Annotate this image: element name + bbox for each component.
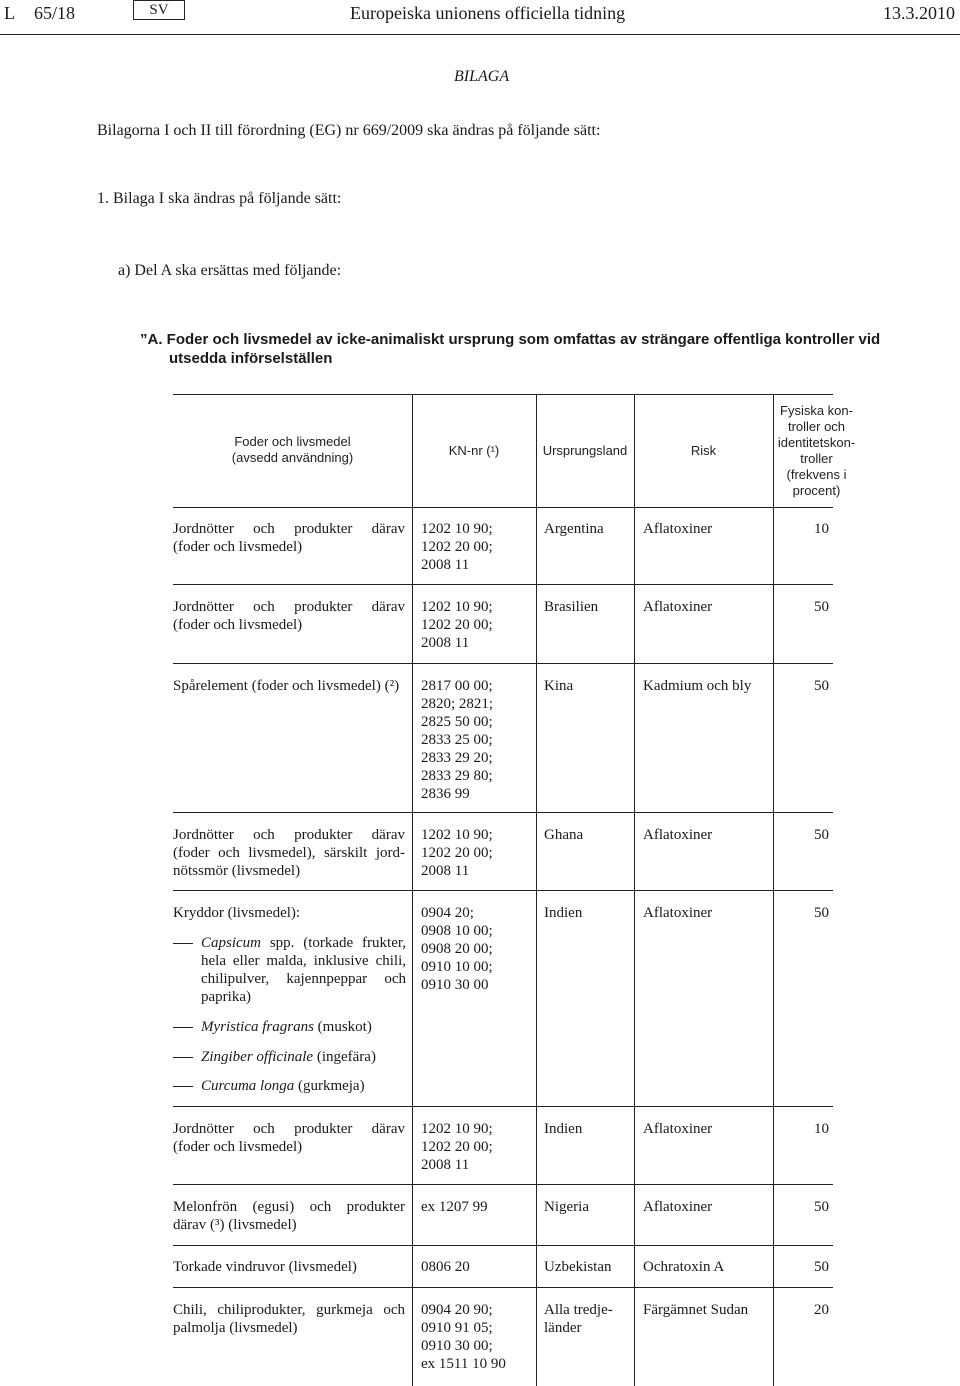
product-line: Jordnötter och produkter därav <box>173 827 405 843</box>
frequency-cell: 10 <box>814 521 829 537</box>
product-line: Melonfrön (egusi) och produkter <box>173 1199 405 1215</box>
row-rule <box>173 812 833 813</box>
risk-cell: Aflatoxiner <box>643 1121 713 1137</box>
spice-item <box>173 1077 405 1097</box>
country-cell: Kina <box>544 678 574 694</box>
spice-item <box>173 934 405 1014</box>
spice-item <box>173 1018 405 1038</box>
risk-cell: Aflatoxiner <box>643 1199 713 1215</box>
product-line: Jordnötter och produkter därav <box>173 521 405 537</box>
section-title-line1: ”A. Foder och livsmedel av icke-animaliskt ursprung som omfattas av strängare offentliga kontroller vid <box>140 331 881 348</box>
product-line: Spårelement (foder och livsmedel) (²) <box>173 678 400 694</box>
kn-cell <box>421 1258 531 1276</box>
kn-cell <box>421 1120 531 1174</box>
kn-cell <box>421 1198 531 1216</box>
product-cell <box>173 1120 405 1156</box>
row-rule <box>173 584 833 585</box>
spice-desc: chilipulver, kajennpeppar och <box>201 971 406 987</box>
spice-item-text <box>201 1048 406 1066</box>
product-cell <box>173 677 405 695</box>
frequency-cell: 50 <box>814 1259 829 1275</box>
kn-code: ex 1511 10 90 <box>421 1356 506 1372</box>
kn-code: 2825 50 00; <box>421 714 493 730</box>
publication-date: 13.3.2010 <box>883 3 955 23</box>
row-rule <box>173 663 833 664</box>
spice-latin-name: Zingiber officinale <box>201 1049 314 1065</box>
product-line: (foder och livsmedel) <box>173 1139 303 1155</box>
spice-desc: paprika) <box>201 989 251 1005</box>
product-cell <box>173 904 405 922</box>
product-line: Jordnötter och produkter därav <box>173 599 405 615</box>
country-cell: Uzbekistan <box>544 1259 612 1275</box>
product-line: (foder och livsmedel) <box>173 539 303 555</box>
product-cell <box>173 1301 405 1337</box>
header-product-line1: Foder och livsmedel <box>234 434 351 449</box>
kn-code: 0910 91 05; <box>421 1320 493 1336</box>
annex-title: BILAGA <box>454 68 510 85</box>
spice-item-text <box>201 1077 406 1095</box>
dash-marker <box>173 1086 193 1087</box>
header-frequency-line: troller <box>800 451 833 466</box>
kn-code: 2008 11 <box>421 557 470 573</box>
country-cell: Argentina <box>544 521 604 537</box>
kn-code: 1202 10 90; <box>421 1121 493 1137</box>
risk-cell: Aflatoxiner <box>643 827 713 843</box>
kn-code: 0910 10 00; <box>421 959 493 975</box>
country-line: Alla tredje- <box>544 1302 613 1318</box>
spice-latin-name: Capsicum <box>201 935 261 951</box>
product-line: (foder och livsmedel), särskilt jord- <box>173 845 405 861</box>
kn-code: 0908 10 00; <box>421 923 493 939</box>
kn-code: 2008 11 <box>421 863 470 879</box>
page-header <box>0 0 960 26</box>
spice-desc: hela eller malda, inklusive chili, <box>201 953 406 969</box>
frequency-cell: 50 <box>814 1199 829 1215</box>
header-product-line2: (avsedd användning) <box>231 450 354 465</box>
kn-code: 0908 20 00; <box>421 941 493 957</box>
header-country: Ursprungsland <box>542 443 628 458</box>
header-frequency-line: Fysiska kon- <box>780 403 853 418</box>
kn-code: 2836 99 <box>421 786 470 802</box>
kn-code: 0806 20 <box>421 1259 470 1275</box>
header-kn-number: KN-nr (¹) <box>448 443 500 458</box>
frequency-cell: 10 <box>814 1121 829 1137</box>
spice-item-text <box>201 934 406 1006</box>
kn-code: 2817 00 00; <box>421 678 493 694</box>
country-cell: Indien <box>544 905 583 921</box>
product-line: därav (³) (livsmedel) <box>173 1217 297 1233</box>
product-line: Jordnötter och produkter därav <box>173 1121 405 1137</box>
risk-cell: Ochratoxin A <box>643 1259 725 1275</box>
header-frequency-line: procent) <box>792 483 841 498</box>
risk-cell: Aflatoxiner <box>643 521 713 537</box>
kn-cell <box>421 826 531 880</box>
kn-code: 1202 10 90; <box>421 827 493 843</box>
frequency-cell: 20 <box>814 1302 829 1318</box>
product-cell <box>173 826 405 880</box>
product-cell <box>173 520 405 556</box>
row-rule <box>173 1106 833 1107</box>
kn-code: 2008 11 <box>421 635 470 651</box>
row-rule <box>173 1184 833 1185</box>
kn-code: 0910 30 00; <box>421 1338 493 1354</box>
row-rule <box>173 1287 833 1288</box>
risk-cell: Aflatoxiner <box>643 905 713 921</box>
kn-code: 0910 30 00 <box>421 977 489 993</box>
spice-latin-name: Myristica fragrans <box>201 1019 314 1035</box>
journal-series: L <box>4 3 15 23</box>
country-cell: Brasilien <box>544 599 599 615</box>
frequency-cell: 50 <box>814 905 829 921</box>
row-rule <box>173 1245 833 1246</box>
product-line: (foder och livsmedel) <box>173 617 303 633</box>
kn-code: 1202 20 00; <box>421 539 493 555</box>
kn-code: 1202 20 00; <box>421 845 493 861</box>
spice-item <box>173 1048 405 1068</box>
header-risk: Risk <box>690 443 717 458</box>
frequency-cell: 50 <box>814 599 829 615</box>
country-cell <box>544 1301 634 1337</box>
kn-cell <box>421 904 531 994</box>
kn-code: 1202 10 90; <box>421 521 493 537</box>
country-line: länder <box>544 1320 582 1336</box>
spice-desc: (muskot) <box>317 1019 372 1035</box>
spice-desc: (gurkmeja) <box>297 1078 365 1094</box>
language-badge: SV <box>133 0 185 20</box>
journal-title: Europeiska unionens officiella tidning <box>350 3 626 23</box>
kn-code: 2833 29 20; <box>421 750 493 766</box>
kn-code: 2820; 2821; <box>421 696 494 712</box>
point-a: a) Del A ska ersättas med följande: <box>118 262 342 279</box>
kn-cell <box>421 677 531 803</box>
page-number: 65/18 <box>34 3 76 23</box>
country-cell: Indien <box>544 1121 583 1137</box>
product-line: nötssmör (livsmedel) <box>173 863 301 879</box>
kn-code: 1202 10 90; <box>421 599 493 615</box>
header-rule <box>0 34 960 35</box>
dash-marker <box>173 1057 193 1058</box>
dash-marker <box>173 1027 193 1028</box>
kn-code: 1202 20 00; <box>421 1139 493 1155</box>
table-top-rule <box>173 394 833 395</box>
section-title-line2: utsedda införselställen <box>169 350 333 367</box>
kn-code: 0904 20; <box>421 905 474 921</box>
risk-cell: Kadmium och bly <box>643 678 752 694</box>
kn-cell <box>421 598 531 652</box>
header-frequency-line: identitetskon- <box>777 435 856 450</box>
frequency-cell: 50 <box>814 827 829 843</box>
product-line: palmolja (livsmedel) <box>173 1320 298 1336</box>
product-line: Chili, chiliprodukter, gurkmeja och <box>173 1302 405 1318</box>
kn-code: 0904 20 90; <box>421 1302 493 1318</box>
header-product <box>173 434 412 466</box>
spice-desc: (ingefära) <box>316 1049 376 1065</box>
header-frequency-line: troller och <box>787 419 846 434</box>
kn-code: 2008 11 <box>421 1157 470 1173</box>
country-cell: Nigeria <box>544 1199 589 1215</box>
frequency-cell: 50 <box>814 678 829 694</box>
spice-item-text <box>201 1018 406 1036</box>
product-cell <box>173 598 405 634</box>
risk-cell: Färgämnet Sudan <box>643 1302 749 1318</box>
header-frequency-line: (frekvens i <box>786 467 847 482</box>
risk-cell: Aflatoxiner <box>643 599 713 615</box>
product-line: Torkade vindruvor (livsmedel) <box>173 1259 357 1275</box>
row-rule <box>173 890 833 891</box>
point-1: 1. Bilaga I ska ändras på följande sätt: <box>97 190 342 207</box>
kn-code: 2833 25 00; <box>421 732 493 748</box>
product-line: Kryddor (livsmedel): <box>173 905 301 921</box>
header-frequency <box>773 403 860 499</box>
kn-cell <box>421 1301 531 1373</box>
kn-cell <box>421 520 531 574</box>
dash-marker <box>173 943 193 944</box>
header-rule <box>173 507 833 508</box>
kn-code: 2833 29 80; <box>421 768 493 784</box>
kn-code: ex 1207 99 <box>421 1199 488 1215</box>
spice-latin-name: Curcuma longa <box>201 1078 295 1094</box>
country-cell: Ghana <box>544 827 584 843</box>
kn-code: 1202 20 00; <box>421 617 493 633</box>
spice-desc: spp. (torkade frukter, <box>269 935 406 951</box>
product-cell <box>173 1258 405 1276</box>
intro-paragraph: Bilagorna I och II till förordning (EG) nr 669/2009 ska ändras på följande sätt: <box>97 122 601 139</box>
product-cell <box>173 1198 405 1234</box>
